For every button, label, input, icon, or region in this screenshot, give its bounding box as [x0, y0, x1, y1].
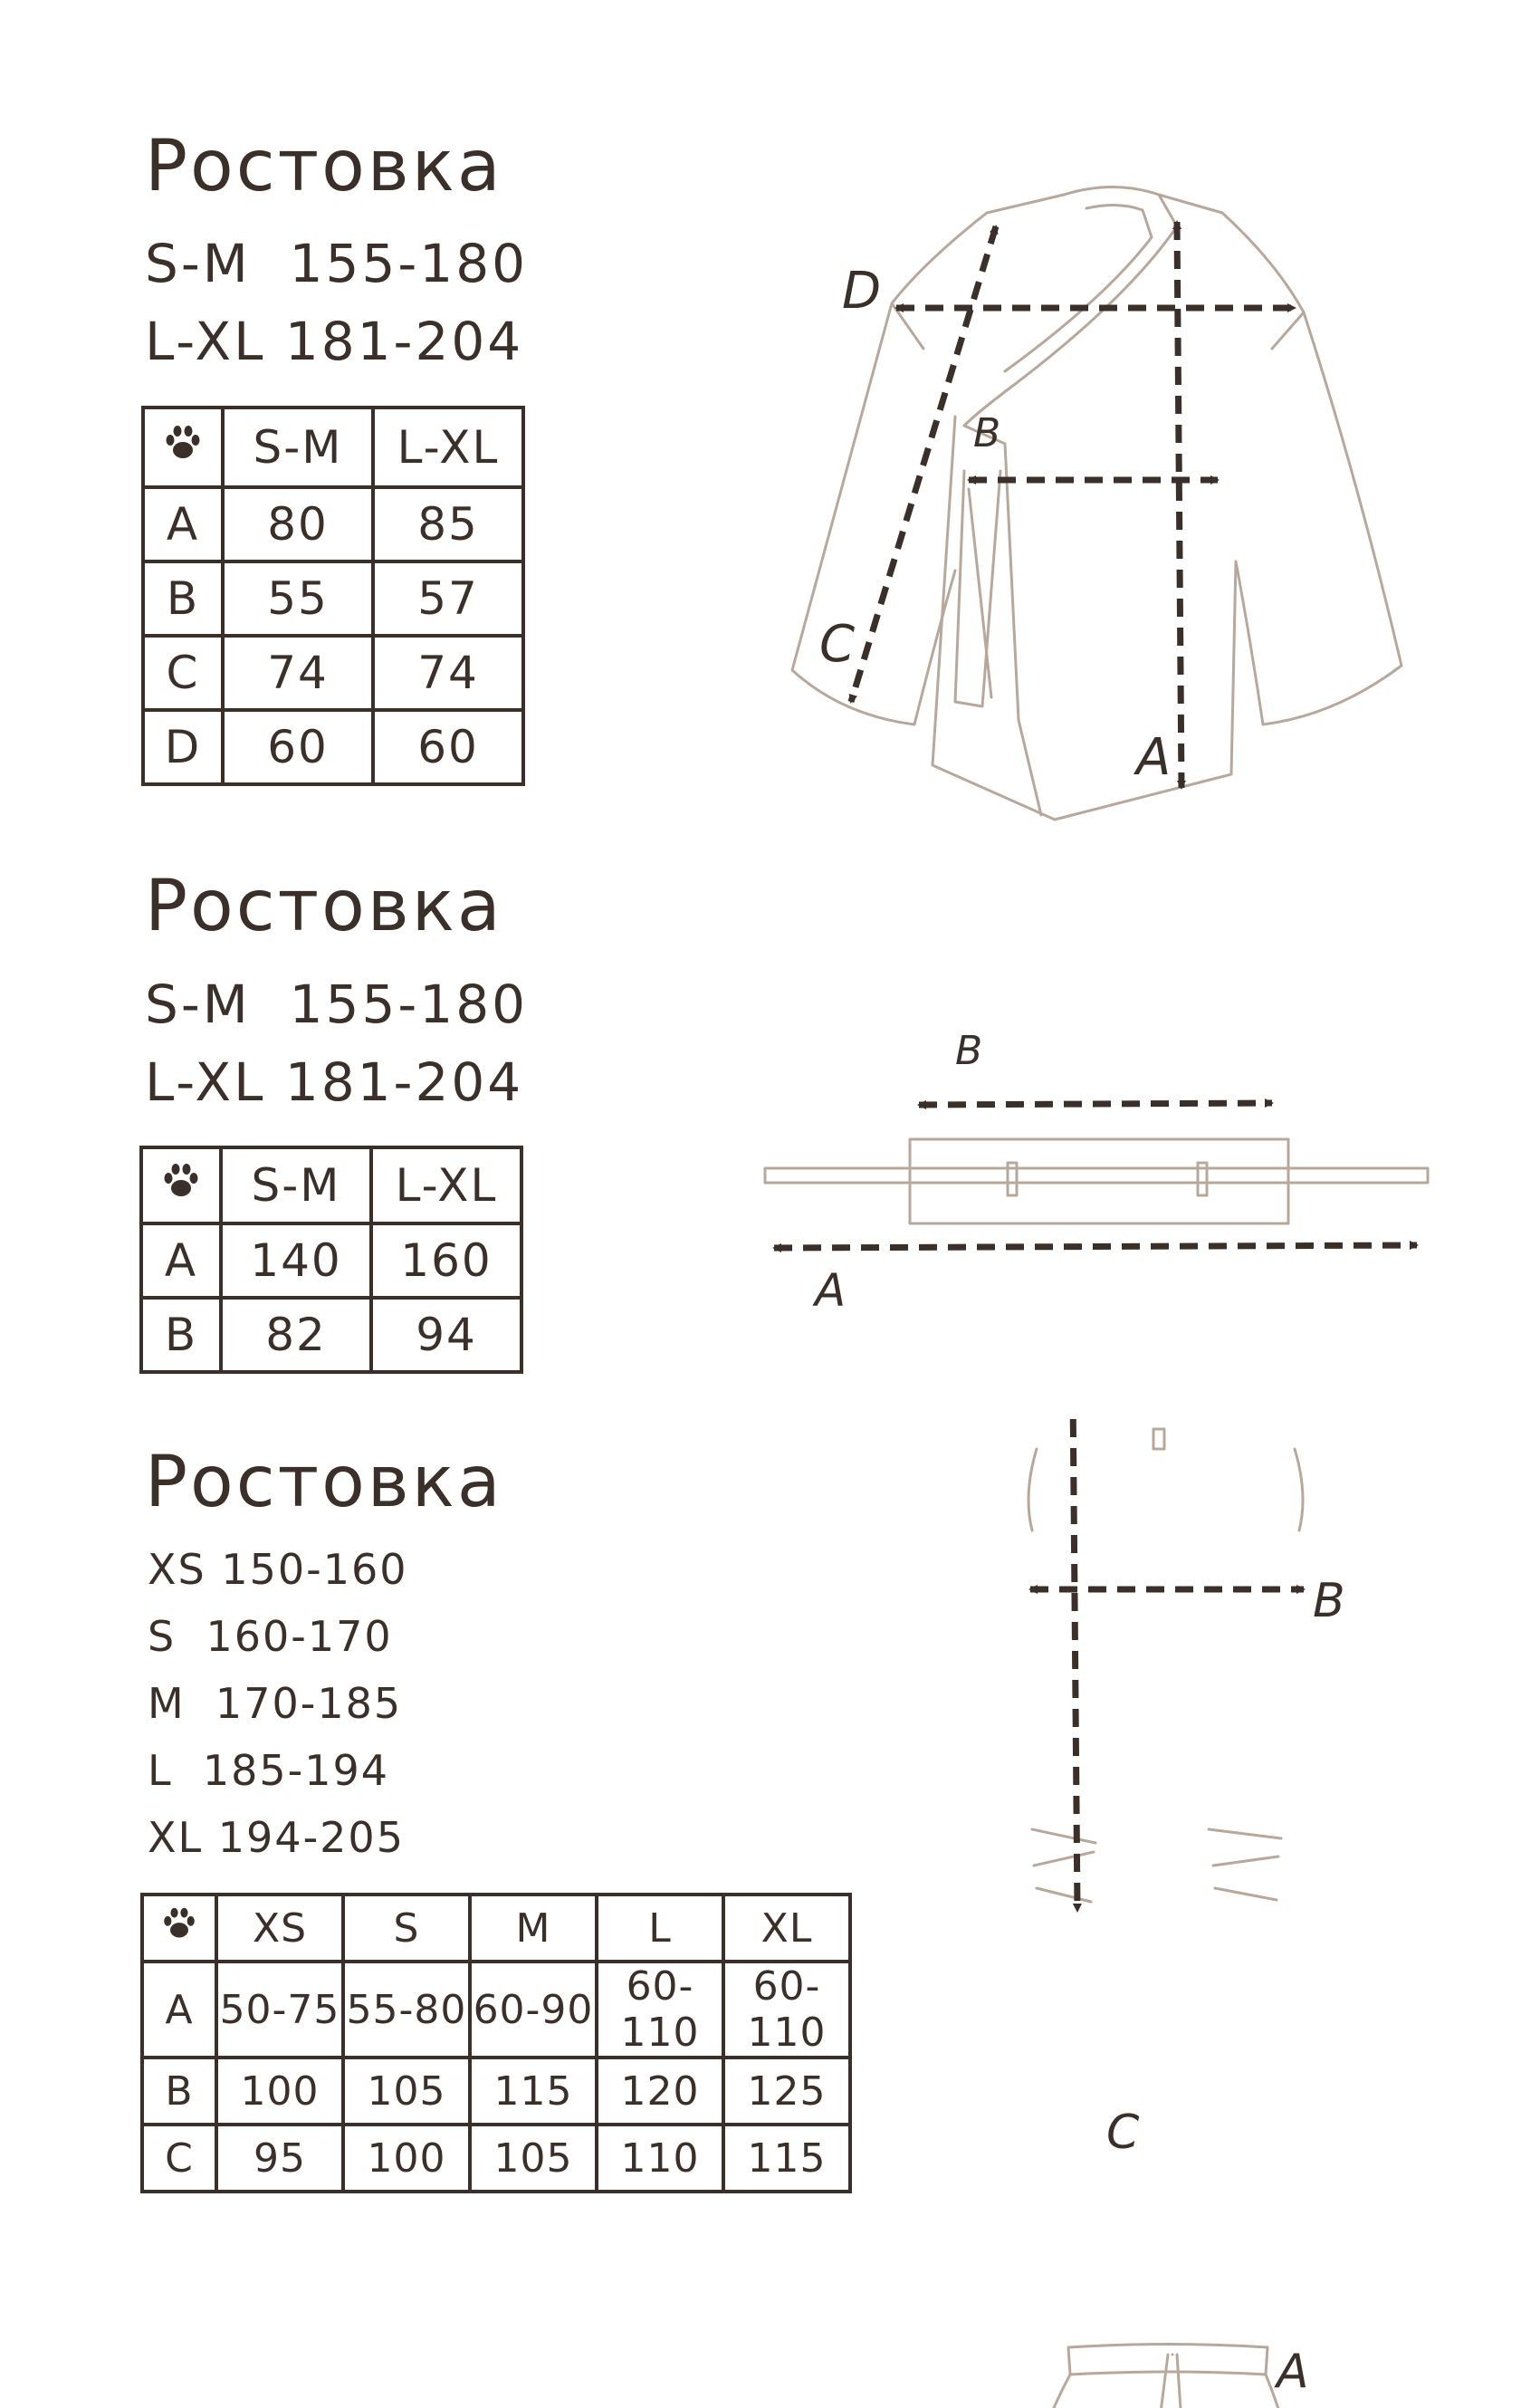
belt-drawing — [0, 851, 1521, 1413]
pants-drawing — [0, 1413, 1521, 2408]
size-range-line: L-XL 181-204 — [145, 311, 524, 372]
header-cell: S — [343, 1895, 470, 1962]
table-cell: 115 — [470, 2058, 597, 2125]
header-cell: XS — [216, 1895, 343, 1962]
table-cell: 74 — [373, 636, 523, 710]
table-cell: 100 — [343, 2125, 470, 2192]
row-label: A — [141, 1223, 221, 1298]
size-section-pants — [0, 1413, 1521, 2408]
table-cell: 60-110 — [597, 1962, 723, 2058]
measure-label-a: A — [815, 1264, 847, 1317]
table-cell: 60 — [373, 710, 523, 784]
table-cell: 55-80 — [343, 1962, 470, 2058]
row-label: C — [142, 2125, 216, 2192]
table-cell: 80 — [223, 487, 373, 561]
table-cell: 125 — [723, 2058, 850, 2125]
header-cell: XL — [723, 1895, 850, 1962]
table-cell: 95 — [216, 2125, 343, 2192]
measure-label-a: A — [1136, 728, 1172, 787]
measure-label-b: B — [1313, 1574, 1345, 1628]
measure-label-b: B — [955, 1028, 983, 1074]
row-label: B — [141, 1298, 221, 1372]
section-title: Ростовка — [145, 1442, 503, 1523]
table-cell: 100 — [216, 2058, 343, 2125]
table-cell: 120 — [597, 2058, 723, 2125]
table-cell: 74 — [223, 636, 373, 710]
measure-label-d: D — [842, 262, 882, 321]
table-cell: 140 — [221, 1223, 371, 1298]
row-label: A — [143, 487, 223, 561]
table-cell: 85 — [373, 487, 523, 561]
size-range-line: L-XL 181-204 — [145, 1051, 524, 1113]
section-title: Ростовка — [145, 126, 503, 207]
size-section-belt — [0, 851, 1521, 1413]
size-range-line: S-M 155-180 — [145, 974, 528, 1035]
header-cell: S-M — [223, 408, 373, 487]
header-cell: S-M — [221, 1147, 371, 1223]
measure-label-a: A — [1277, 2345, 1309, 2399]
table-cell: 105 — [470, 2125, 597, 2192]
row-label: A — [142, 1962, 216, 2058]
table-cell: 60 — [223, 710, 373, 784]
section-title: Ростовка — [145, 866, 503, 947]
table-cell: 110 — [597, 2125, 723, 2192]
measure-label-b: B — [973, 410, 1001, 456]
header-cell: L-XL — [373, 408, 523, 487]
table-cell: 50-75 — [216, 1962, 343, 2058]
row-label: D — [143, 710, 223, 784]
row-label: B — [142, 2058, 216, 2125]
table-cell: 115 — [723, 2125, 850, 2192]
size-range-line: M 170-185 — [148, 1679, 403, 1728]
size-section-jacket — [0, 0, 1521, 851]
table-cell: 94 — [371, 1298, 521, 1372]
table-cell: 60-110 — [723, 1962, 850, 2058]
size-range-line: L 185-194 — [148, 1746, 390, 1795]
header-cell: L — [597, 1895, 723, 1962]
table-cell: 57 — [373, 561, 523, 636]
row-label: B — [143, 561, 223, 636]
size-range-line: XS 150-160 — [148, 1545, 408, 1594]
measure-label-c: C — [1106, 2106, 1140, 2160]
table-cell: 60-90 — [470, 1962, 597, 2058]
table-cell: 82 — [221, 1298, 371, 1372]
size-range-line: S 160-170 — [148, 1612, 393, 1661]
header-cell: M — [470, 1895, 597, 1962]
measure-label-c: C — [819, 615, 856, 674]
header-cell: L-XL — [371, 1147, 521, 1223]
table-cell: 160 — [371, 1223, 521, 1298]
kimono-jacket-drawing — [0, 0, 1521, 851]
size-range-line: S-M 155-180 — [145, 233, 528, 294]
row-label: C — [143, 636, 223, 710]
size-range-line: XL 194-205 — [148, 1813, 405, 1862]
table-cell: 105 — [343, 2058, 470, 2125]
table-cell: 55 — [223, 561, 373, 636]
